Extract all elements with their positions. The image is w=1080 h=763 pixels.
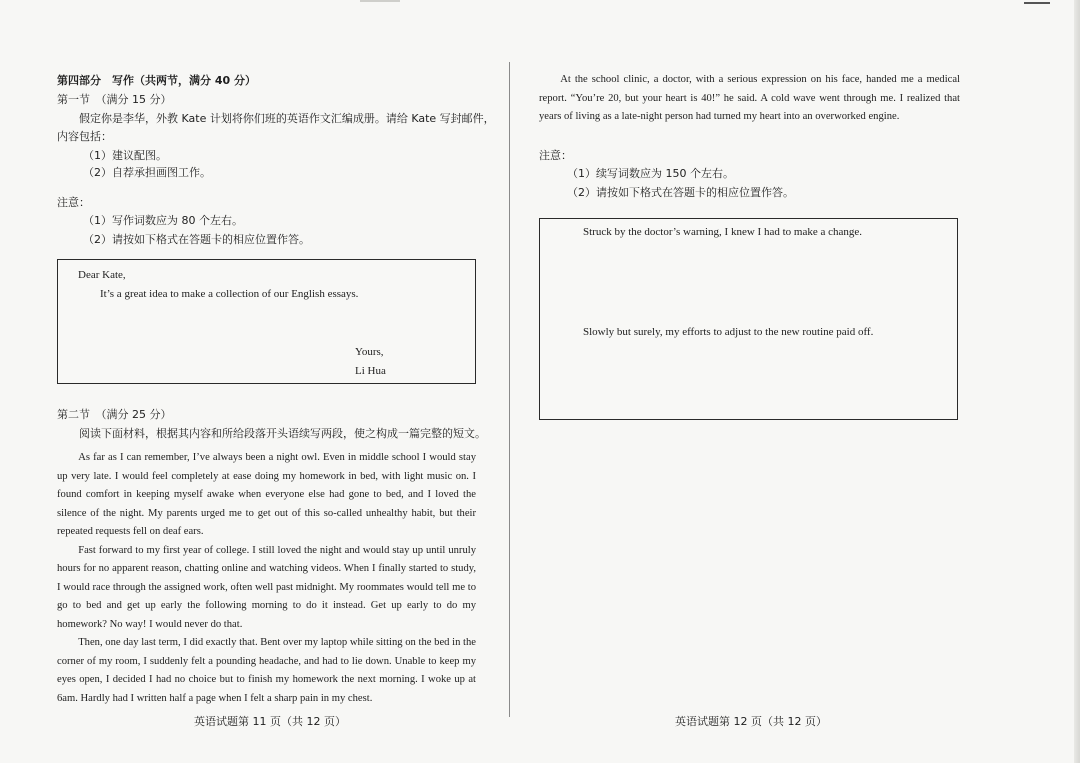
section1-notes-label: 注意： bbox=[57, 196, 90, 209]
part-title: 第四部分 写作（共两节，满分 40 分） bbox=[57, 74, 256, 87]
section1-item-2: （2）自荐承担画图工作。 bbox=[83, 166, 211, 179]
letter-opening: It’s a great idea to make a collection of our English essays. bbox=[100, 288, 359, 300]
section1-note-2: （2）请按如下格式在答题卡的相应位置作答。 bbox=[83, 233, 310, 246]
letter-closing: Yours, bbox=[355, 346, 384, 358]
continuation-paragraph: At the school clinic, a doctor, with a serious expression on his face, handed me a medical report. “You’re 20, but your heart is 40!” he said. A cold wave went through me. I realized that years of living as a late-night person had turned my heart into an overworked engine. bbox=[539, 74, 960, 122]
story-paragraph: As far as I can remember, I’ve always been a night owl. Even in middle school I would stay up very late. I would feel completely at ease doing my homework in bed, with light music on. I found comfort in keeping myself awake when everyone else had gone to bed, and I loved the silence of the night. My parents urged me to get out of this so-called unhealthy habit, but their repeated requests fell on deaf ears. bbox=[57, 452, 476, 537]
page-divider bbox=[509, 62, 510, 717]
continuation-passage bbox=[539, 71, 960, 127]
section2-instruction: 阅读下面材料，根据其内容和所给段落开头语续写两段，使之构成一篇完整的短文。 bbox=[79, 427, 486, 440]
section2-heading: 第二节 （满分 25 分） bbox=[57, 408, 172, 421]
letter-greeting: Dear Kate, bbox=[78, 269, 126, 281]
section2-note-1: （1）续写词数应为 150 个左右。 bbox=[567, 167, 734, 180]
continuation-para2-start: Slowly but surely, my efforts to adjust to the new routine paid off. bbox=[583, 326, 874, 338]
left-page bbox=[57, 0, 495, 763]
page-footer-11: 英语试题第 11 页（共 12 页） bbox=[194, 715, 346, 728]
continuation-format-box bbox=[539, 218, 958, 420]
section1-item-1: （1）建议配图。 bbox=[83, 149, 167, 162]
story-paragraph: Fast forward to my first year of college. I still loved the night and would stay up until unruly hours for no apparent reason, chatting online and watching videos. When I finally started to study, I would race through the assigned work, often well past midnight. My roommates would tell me to go to bed and get up early the following morning to do it instead. Get up early to do my homework? No way! I would never do that. bbox=[57, 544, 476, 630]
section1-heading: 第一节 （满分 15 分） bbox=[57, 93, 172, 106]
scan-artifact-mark bbox=[1024, 2, 1050, 4]
section1-note-1: （1）写作词数应为 80 个左右。 bbox=[83, 214, 243, 227]
scan-edge-shadow bbox=[1074, 0, 1080, 763]
section2-note-2: （2）请按如下格式在答题卡的相应位置作答。 bbox=[567, 186, 794, 199]
story-passage bbox=[57, 449, 476, 708]
section1-prompt-line2: 内容包括： bbox=[57, 130, 112, 143]
section2-notes-label: 注意： bbox=[539, 149, 572, 162]
story-paragraph: Then, one day last term, I did exactly that. Bent over my laptop while sitting on the bed in the corner of my room, I suddenly felt a pounding headache, and had to lie down. Unable to keep my eyes open, I decided I had no choice but to finish my homework the next morning. I woke up at 6am. Hardly had I written half a page when I felt a sharp pain in my chest. bbox=[57, 637, 476, 704]
section1-prompt-line1: 假定你是李华，外教 Kate 计划将你们班的英语作文汇编成册。请给 Kate 写封邮件， bbox=[79, 112, 495, 125]
letter-format-box bbox=[57, 259, 476, 384]
continuation-para1-start: Struck by the doctor’s warning, I knew I had to make a change. bbox=[583, 226, 862, 238]
page-footer-12: 英语试题第 12 页（共 12 页） bbox=[675, 715, 827, 728]
letter-signature: Li Hua bbox=[355, 365, 386, 377]
right-page bbox=[539, 0, 959, 763]
